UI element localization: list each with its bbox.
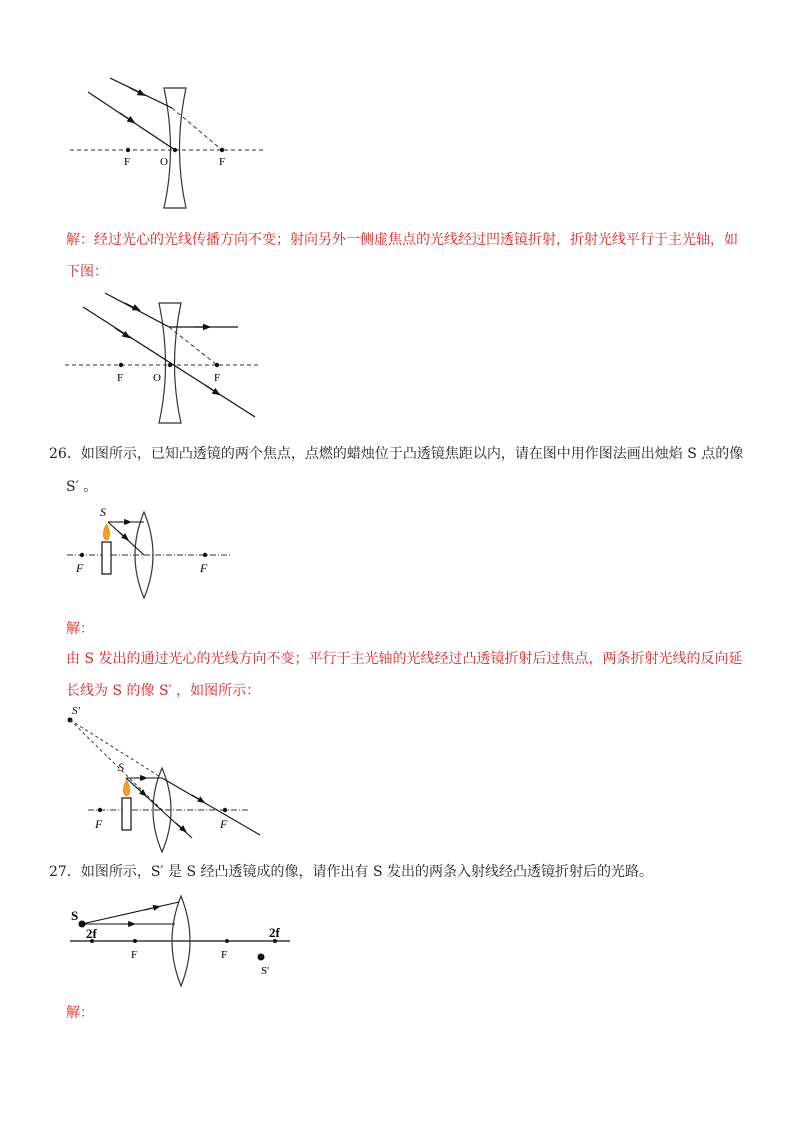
arrow-ray-focus [130,88,142,94]
refracted-through-focus [162,778,260,835]
focus-point-right [203,553,207,557]
arrow-ray-center [120,113,132,121]
focus-point-right [225,939,229,943]
label-o: O [160,156,168,168]
label-f-right: F [219,156,226,168]
image-point-s-prime [258,954,265,961]
convex-lens-candle-figure [62,500,242,605]
answer-26-line-3: 长线为 S 的像 S′ ，如图所示： [66,683,261,699]
label-f-left: F [117,372,124,384]
virtual-extension [169,327,217,365]
candle-flame [103,524,109,540]
label-s-prime: S' [261,965,270,977]
label-f-left: F [124,156,131,168]
incident-ray-focus [105,293,169,327]
answer-26-line-1: 解： [66,621,94,637]
answer-26-line-2: 由 S 发出的通过光心的光线方向不变；平行于主光轴的光线经过凸透镜折射后过焦点，两条折射光线的反向延 [66,651,743,667]
arrow-refracted-focus [192,795,202,801]
question-26-line-2: S′ 。 [66,479,98,495]
question-26-line-1: 26．如图所示，已知凸透镜的两个焦点，点燃的蜡烛位于凸透镜焦距以内，请在图中用作图法画出烛焰 S 点的像 [49,446,744,462]
label-s: S [118,760,124,774]
focus-point-right [220,148,224,152]
concave-lens-figure-1 [60,70,280,220]
question-27-line-1: 27．如图所示，S′ 是 S 经凸透镜成的像，请作出有 S 发出的两条入射线经凸透镜折射后的光路。 [49,864,654,880]
focus-point-right [215,363,219,367]
convex-lens-image-figure [65,888,300,988]
candle-body [102,542,111,574]
optical-center [173,148,177,152]
label-2f-right: 2f [269,925,280,940]
focus-point-left [126,148,130,152]
label-f-left: F [76,561,84,575]
focus-point-left [119,363,123,367]
answer-27-line-1: 解： [66,1005,94,1021]
label-s: S [100,505,106,519]
label-f-right: F [221,949,228,961]
focus-point-left [133,939,137,943]
answer-25-line-2: 下图： [66,264,108,280]
label-s-prime: S' [72,705,80,717]
ray-to-lens-top [82,902,179,924]
label-f-right: F [214,372,221,384]
arrow-ray-center-out [176,823,184,830]
arrow-ray-center [118,531,126,538]
label-o: O [153,372,161,384]
label-s: S [71,908,79,923]
focus-point-left [98,808,102,812]
answer-25-line-1: 解：经过光心的光线传播方向不变；射向另外一侧虚焦点的光线经过凹透镜折射，折射光线平行于主光轴，如 [66,232,738,248]
ray-through-center [83,307,255,417]
arrow-ray-top [145,907,157,910]
focus-point-right [223,808,227,812]
candle-flame [123,780,129,796]
arrow-ray-focus [125,303,137,309]
virtual-extension-1 [70,720,162,778]
convex-lens-answer-figure [60,700,275,860]
label-f-left: F [95,817,103,831]
virtual-extension-2 [70,720,162,810]
arrow-ray-center [115,328,127,336]
label-f-left: F [131,949,138,961]
arrow-ray-center-out [205,385,217,393]
label-f-right: F [220,817,228,831]
concave-lens-figure-2 [55,285,275,430]
candle-body [122,798,131,830]
label-f-right: F [200,561,208,575]
label-2f-left: 2f [86,926,97,941]
optical-center [168,363,172,367]
focus-point-left [80,553,84,557]
